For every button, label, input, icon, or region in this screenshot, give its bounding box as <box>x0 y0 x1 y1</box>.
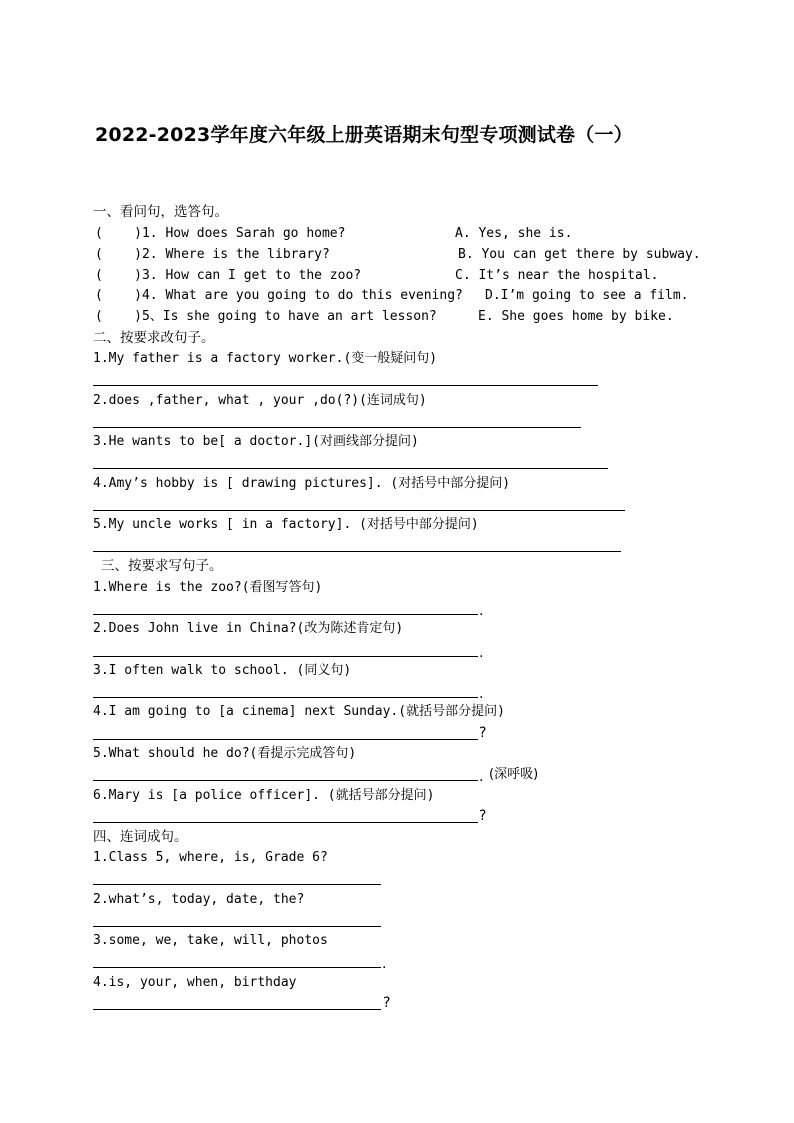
answer-line[interactable] <box>93 468 608 469</box>
answer-line[interactable] <box>93 697 478 698</box>
s1-question-2: ( )2. Where is the library? <box>95 247 330 262</box>
s4-end-4: ? <box>383 995 391 1011</box>
s1-answer-c: C. It’s near the hospital. <box>455 268 659 283</box>
s1-answer-d: D.I’m going to see a film. <box>485 288 689 303</box>
answer-line[interactable] <box>93 656 478 657</box>
s2-item-3: 3.He wants to be[ a doctor.](对画线部分提问) <box>93 434 419 449</box>
section4-heading: 四、连词成句。 <box>93 829 188 845</box>
s3-end-3: . <box>479 686 484 702</box>
s3-end-6: ? <box>479 808 487 824</box>
s3-end-5: . <box>479 769 484 785</box>
s1-question-1: ( )1. How does Sarah go home? <box>95 226 346 241</box>
answer-line[interactable] <box>93 926 381 927</box>
s2-item-5: 5.My uncle works [ in a factory]. (对括号中部分提问) <box>93 517 479 532</box>
answer-line[interactable] <box>93 614 478 615</box>
s1-answer-e: E. She goes home by bike. <box>478 309 674 324</box>
s3-end-2: . <box>479 645 484 661</box>
s4-item-1: 1.Class 5, where, is, Grade 6? <box>93 850 328 865</box>
s3-item-1: 1.Where is the zoo?(看图写答句) <box>93 580 323 595</box>
s1-answer-a: A. Yes, she is. <box>455 226 573 241</box>
s4-item-4: 4.is, your, when, birthday <box>93 975 297 990</box>
s3-item-6: 6.Mary is [a police officer]. (就括号部分提问) <box>93 788 435 803</box>
s3-hint-5: (深呼吸) <box>489 767 539 782</box>
answer-line[interactable] <box>93 1009 381 1010</box>
s1-question-3: ( )3. How can I get to the zoo? <box>95 268 362 283</box>
answer-line[interactable] <box>93 739 478 740</box>
s4-item-2: 2.what’s, today, date, the? <box>93 892 305 907</box>
answer-line[interactable] <box>93 822 478 823</box>
s3-item-4: 4.I am going to [a cinema] next Sunday.(就括号部分提问) <box>93 704 505 719</box>
answer-line[interactable] <box>93 884 381 885</box>
s1-answer-b: B. You can get there by subway. <box>458 247 701 262</box>
section1-heading: 一、看问句，选答句。 <box>93 204 228 220</box>
s2-item-1: 1.My father is a factory worker.(变一般疑问句) <box>93 351 438 366</box>
s1-question-4: ( )4. What are you going to do this evening? <box>95 288 463 303</box>
answer-line[interactable] <box>93 427 581 428</box>
s2-item-4: 4.Amy’s hobby is [ drawing pictures]. (对括号中部分提问) <box>93 476 511 491</box>
section2-heading: 二、按要求改句子。 <box>93 330 215 346</box>
s3-end-4: ? <box>479 725 487 741</box>
s4-end-3: . <box>382 956 387 972</box>
s3-item-5: 5.What should he do?(看提示完成答句) <box>93 746 357 761</box>
s3-item-3: 3.I often walk to school. (同义句) <box>93 663 352 678</box>
answer-line[interactable] <box>93 551 621 552</box>
page-title: 2022-2023学年度六年级上册英语期末句型专项测试卷（一） <box>95 124 633 146</box>
section3-heading: 三、按要求写句子。 <box>101 558 223 574</box>
answer-line[interactable] <box>93 967 381 968</box>
answer-line[interactable] <box>93 780 478 781</box>
answer-line[interactable] <box>93 385 598 386</box>
s3-item-2: 2.Does John live in China?(改为陈述肯定句) <box>93 621 404 636</box>
s4-item-3: 3.some, we, take, will, photos <box>93 933 328 948</box>
s1-question-5: ( )5、Is she going to have an art lesson? <box>95 309 437 324</box>
s2-item-2: 2.does ,father, what , your ,do(?)(连词成句) <box>93 393 427 408</box>
answer-line[interactable] <box>93 510 625 511</box>
s3-end-1: . <box>479 603 484 619</box>
